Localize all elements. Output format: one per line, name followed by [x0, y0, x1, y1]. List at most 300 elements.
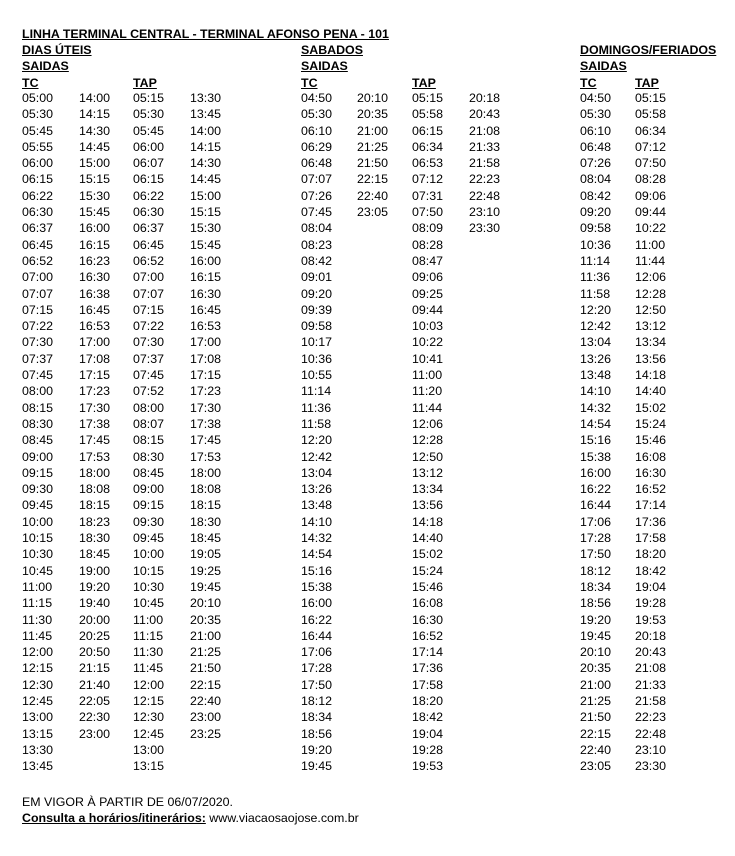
departure-time: 18:42: [412, 710, 444, 725]
website-link[interactable]: www.viacaosaojose.com.br: [209, 811, 359, 825]
departure-time: 18:56: [580, 596, 612, 611]
departure-time: 16:30: [412, 612, 444, 627]
departure-time: 06:52: [22, 253, 54, 268]
departure-time: 20:35: [580, 661, 612, 676]
departure-time: 07:15: [22, 302, 54, 317]
departure-time: 18:12: [301, 693, 333, 708]
departure-time: 08:30: [22, 416, 54, 431]
departure-time: 17:06: [580, 514, 612, 529]
departure-time: 10:17: [301, 335, 333, 350]
departure-time: 19:20: [580, 612, 612, 627]
departure-time: 05:15: [635, 91, 667, 105]
departure-time: 19:20: [79, 579, 111, 594]
departure-time: 09:15: [133, 498, 165, 513]
departure-time: 13:15: [22, 726, 54, 741]
departure-time: 22:15: [580, 726, 612, 741]
departure-time: 16:30: [635, 465, 667, 480]
departure-time: 11:14: [580, 253, 611, 268]
departure-time: 18:45: [190, 531, 222, 546]
departure-time: 23:00: [79, 726, 111, 741]
departure-time: 22:30: [79, 710, 111, 725]
departure-time: 16:23: [79, 253, 111, 268]
departure-time: 22:40: [357, 188, 389, 203]
departure-time: 08:00: [22, 384, 54, 399]
departure-time: 17:36: [412, 661, 444, 676]
departure-time: 16:00: [79, 221, 111, 236]
departure-time: 11:45: [22, 628, 53, 643]
departure-time: 16:45: [79, 302, 111, 317]
departure-time: 16:15: [79, 237, 111, 252]
departure-time: 12:45: [133, 726, 165, 741]
departure-time: 06:30: [133, 205, 165, 220]
departure-time: 17:45: [79, 433, 111, 448]
departure-time: 19:00: [79, 563, 111, 578]
departure-time: 14:10: [301, 514, 333, 529]
departure-time: 07:50: [635, 156, 667, 171]
section-heading-saturdays: SABADOS: [301, 43, 363, 57]
departure-time: 18:12: [580, 563, 612, 578]
departure-time: 13:12: [412, 465, 444, 480]
departure-time: 06:10: [580, 123, 612, 138]
departure-time: 07:37: [133, 351, 165, 366]
departure-time: 20:50: [79, 645, 111, 660]
departure-time: 13:45: [22, 759, 54, 774]
departure-time: 21:50: [190, 661, 222, 676]
departure-time: 13:04: [580, 335, 612, 350]
departure-time: 13:15: [133, 759, 165, 774]
departure-time: 15:00: [79, 156, 111, 171]
departure-time: 22:23: [469, 172, 501, 187]
departure-time: 19:28: [635, 596, 667, 611]
departure-time: 15:15: [79, 172, 111, 187]
departure-time: 05:30: [133, 107, 165, 122]
departure-time: 16:44: [580, 498, 612, 513]
departure-time: 12:28: [635, 286, 667, 301]
departure-time: 22:15: [190, 677, 222, 692]
departure-time: 08:47: [412, 253, 444, 268]
departure-time: 18:15: [79, 498, 111, 513]
departure-time: 09:44: [412, 302, 444, 317]
departure-time: 07:15: [133, 302, 165, 317]
departure-time: 16:00: [580, 465, 612, 480]
departure-time: 14:54: [301, 547, 333, 562]
departure-time: 17:30: [190, 400, 222, 415]
time-column-tap: [412, 90, 443, 774]
departure-time: 10:30: [133, 579, 165, 594]
departure-time: 08:42: [301, 253, 333, 268]
departure-time: 19:45: [301, 759, 333, 774]
consult-line: [22, 810, 359, 826]
departure-time: 18:20: [635, 547, 667, 562]
column-header-tc: TC: [301, 76, 318, 90]
departure-time: 11:00: [412, 368, 443, 383]
departure-time: 05:30: [22, 107, 54, 122]
departure-time: 08:45: [22, 433, 54, 448]
departure-time: 09:15: [22, 465, 54, 480]
departure-time: 10:15: [22, 531, 54, 546]
departure-time: 09:06: [412, 270, 444, 285]
departure-time: 04:50: [301, 91, 333, 105]
departure-time: 23:30: [469, 221, 501, 236]
time-column-tc: [79, 90, 110, 742]
departure-time: 16:44: [301, 628, 333, 643]
departure-time: 17:58: [412, 677, 444, 692]
departure-time: 20:10: [190, 596, 222, 611]
departure-time: 15:46: [635, 433, 667, 448]
departure-time: 12:20: [580, 302, 612, 317]
departure-time: 14:10: [580, 384, 612, 399]
departure-time: 22:48: [635, 726, 667, 741]
departure-time: 17:00: [79, 335, 111, 350]
departure-time: 09:01: [301, 270, 333, 285]
departure-time: 17:15: [190, 368, 222, 383]
departure-time: 07:12: [635, 139, 667, 154]
time-column-tap: [469, 90, 500, 237]
departure-time: 22:40: [580, 742, 612, 757]
departure-time: 11:44: [412, 400, 443, 415]
departure-time: 17:53: [79, 449, 111, 464]
departure-time: 06:22: [22, 188, 54, 203]
departure-time: 21:25: [580, 693, 612, 708]
departure-time: 08:15: [133, 433, 165, 448]
departure-time: 11:36: [301, 400, 332, 415]
departure-time: 22:23: [635, 710, 667, 725]
departure-time: 13:26: [301, 482, 333, 497]
departure-time: 05:58: [635, 107, 667, 122]
departure-time: 07:22: [133, 319, 165, 334]
column-header-tap: TAP: [635, 76, 659, 90]
departure-time: 17:50: [580, 547, 612, 562]
departure-time: 08:28: [635, 172, 667, 187]
departure-time: 23:10: [469, 205, 501, 220]
departure-time: 10:22: [635, 221, 667, 236]
departure-time: 08:09: [412, 221, 444, 236]
departure-time: 13:12: [635, 319, 667, 334]
departure-time: 09:58: [580, 221, 612, 236]
section-label-sundays-holidays: SAIDAS: [580, 59, 627, 73]
departure-time: 09:20: [580, 205, 612, 220]
departure-time: 17:50: [301, 677, 333, 692]
departure-time: 19:05: [190, 547, 222, 562]
departure-time: 13:48: [301, 498, 333, 513]
departure-time: 07:37: [22, 351, 54, 366]
departure-time: 06:07: [133, 156, 165, 171]
column-header-tc: TC: [580, 76, 597, 90]
departure-time: 22:15: [357, 172, 389, 187]
departure-time: 21:08: [635, 661, 667, 676]
departure-time: 13:00: [133, 742, 165, 757]
departure-time: 21:33: [635, 677, 667, 692]
departure-time: 10:22: [412, 335, 444, 350]
departure-time: 08:15: [22, 400, 54, 415]
departure-time: 18:34: [580, 579, 612, 594]
departure-time: 22:40: [190, 693, 222, 708]
validity-note: EM VIGOR À PARTIR DE 06/07/2020.: [22, 795, 233, 809]
departure-time: 11:44: [635, 253, 666, 268]
departure-time: 11:15: [22, 596, 53, 611]
departure-time: 15:24: [635, 416, 667, 431]
column-header-tap: TAP: [412, 76, 436, 90]
departure-time: 19:20: [301, 742, 333, 757]
departure-time: 18:08: [79, 482, 111, 497]
section-heading-weekdays: DIAS ÚTEIS: [22, 43, 92, 57]
departure-time: 17:14: [412, 645, 444, 660]
departure-time: 18:15: [190, 498, 222, 513]
departure-time: 11:00: [22, 579, 53, 594]
departure-time: 12:15: [22, 661, 54, 676]
departure-time: 17:28: [580, 531, 612, 546]
departure-time: 17:58: [635, 531, 667, 546]
departure-time: 15:02: [635, 400, 667, 415]
departure-time: 20:35: [190, 612, 222, 627]
departure-time: 13:48: [580, 368, 612, 383]
departure-time: 09:25: [412, 286, 444, 301]
departure-time: 06:15: [22, 172, 54, 187]
departure-time: 23:30: [635, 759, 667, 774]
departure-time: 13:00: [22, 710, 54, 725]
departure-time: 13:56: [412, 498, 444, 513]
departure-time: 18:23: [79, 514, 111, 529]
departure-time: 12:06: [635, 270, 667, 285]
departure-time: 13:30: [190, 91, 222, 105]
departure-time: 20:18: [635, 628, 667, 643]
departure-time: 15:00: [190, 188, 222, 203]
departure-time: 08:04: [580, 172, 612, 187]
document-title: LINHA TERMINAL CENTRAL - TERMINAL AFONSO PENA - 101: [22, 27, 389, 41]
departure-time: 11:14: [301, 384, 332, 399]
section-heading-sundays-holidays: DOMINGOS/FERIADOS: [580, 43, 717, 57]
departure-time: 10:00: [133, 547, 165, 562]
departure-time: 13:56: [635, 351, 667, 366]
departure-time: 07:30: [22, 335, 54, 350]
departure-time: 05:45: [22, 123, 54, 138]
departure-time: 12:00: [133, 677, 165, 692]
departure-time: 14:32: [301, 531, 333, 546]
departure-time: 14:45: [190, 172, 222, 187]
departure-time: 09:20: [301, 286, 333, 301]
departure-time: 14:00: [79, 91, 111, 105]
departure-time: 06:10: [301, 123, 333, 138]
departure-time: 21:00: [580, 677, 612, 692]
departure-time: 23:25: [190, 726, 222, 741]
departure-time: 06:52: [133, 253, 165, 268]
departure-time: 16:53: [79, 319, 111, 334]
departure-time: 19:45: [190, 579, 222, 594]
departure-time: 06:37: [133, 221, 165, 236]
departure-time: 16:00: [301, 596, 333, 611]
departure-time: 19:25: [190, 563, 222, 578]
departure-time: 10:45: [22, 563, 54, 578]
departure-time: 05:45: [133, 123, 165, 138]
departure-time: 05:15: [412, 91, 444, 105]
departure-time: 12:06: [412, 416, 444, 431]
departure-time: 16:53: [190, 319, 222, 334]
departure-time: 05:58: [412, 107, 444, 122]
departure-time: 12:42: [301, 449, 333, 464]
departure-time: 17:23: [190, 384, 222, 399]
departure-time: 09:58: [301, 319, 333, 334]
departure-time: 21:58: [635, 693, 667, 708]
departure-time: 15:02: [412, 547, 444, 562]
departure-time: 07:50: [412, 205, 444, 220]
departure-time: 08:23: [301, 237, 333, 252]
departure-time: 06:48: [580, 139, 612, 154]
departure-time: 07:00: [133, 270, 165, 285]
departure-time: 06:37: [22, 221, 54, 236]
departure-time: 13:04: [301, 465, 333, 480]
departure-time: 06:00: [22, 156, 54, 171]
departure-time: 15:24: [412, 563, 444, 578]
departure-time: 06:22: [133, 188, 165, 203]
departure-time: 15:38: [580, 449, 612, 464]
departure-time: 20:43: [635, 645, 667, 660]
departure-time: 12:50: [635, 302, 667, 317]
departure-time: 23:10: [635, 742, 667, 757]
departure-time: 18:20: [412, 693, 444, 708]
departure-time: 16:15: [190, 270, 222, 285]
departure-time: 10:55: [301, 368, 333, 383]
departure-time: 15:45: [190, 237, 222, 252]
departure-time: 21:25: [190, 645, 222, 660]
departure-time: 10:41: [412, 351, 444, 366]
departure-time: 16:30: [190, 286, 222, 301]
departure-time: 08:42: [580, 188, 612, 203]
departure-time: 14:45: [79, 139, 111, 154]
departure-time: 10:36: [301, 351, 333, 366]
departure-time: 09:06: [635, 188, 667, 203]
departure-time: 06:48: [301, 156, 333, 171]
departure-time: 16:52: [412, 628, 444, 643]
departure-time: 06:29: [301, 139, 333, 154]
departure-time: 23:00: [190, 710, 222, 725]
departure-time: 17:36: [635, 514, 667, 529]
departure-time: 20:35: [357, 107, 389, 122]
departure-time: 15:16: [301, 563, 333, 578]
departure-time: 12:30: [22, 677, 54, 692]
departure-time: 05:30: [301, 107, 333, 122]
departure-time: 10:15: [133, 563, 165, 578]
departure-time: 14:18: [635, 368, 667, 383]
departure-time: 23:05: [580, 759, 612, 774]
departure-time: 19:04: [412, 726, 444, 741]
departure-time: 12:28: [412, 433, 444, 448]
departure-time: 11:58: [580, 286, 611, 301]
time-column-tc: [22, 90, 53, 774]
departure-time: 10:36: [580, 237, 612, 252]
departure-time: 07:07: [133, 286, 165, 301]
departure-time: 18:30: [79, 531, 111, 546]
departure-time: 07:45: [301, 205, 333, 220]
departure-time: 14:54: [580, 416, 612, 431]
departure-time: 16:00: [190, 253, 222, 268]
departure-time: 13:30: [22, 742, 54, 757]
departure-time: 14:40: [412, 531, 444, 546]
departure-time: 21:58: [469, 156, 501, 171]
departure-time: 11:20: [412, 384, 443, 399]
departure-time: 15:38: [301, 579, 333, 594]
departure-time: 13:45: [190, 107, 222, 122]
departure-time: 22:05: [79, 693, 111, 708]
departure-time: 07:31: [412, 188, 444, 203]
departure-time: 12:20: [301, 433, 333, 448]
departure-time: 17:38: [79, 416, 111, 431]
departure-time: 14:32: [580, 400, 612, 415]
departure-time: 11:15: [133, 628, 164, 643]
departure-time: 06:45: [133, 237, 165, 252]
departure-time: 18:34: [301, 710, 333, 725]
departure-time: 07:45: [133, 368, 165, 383]
departure-time: 07:30: [133, 335, 165, 350]
departure-time: 07:22: [22, 319, 54, 334]
departure-time: 21:08: [469, 123, 501, 138]
departure-time: 17:06: [301, 645, 333, 660]
departure-time: 21:00: [190, 628, 222, 643]
departure-time: 11:58: [301, 416, 332, 431]
departure-time: 05:00: [22, 91, 54, 105]
departure-time: 08:07: [133, 416, 165, 431]
departure-time: 16:52: [635, 482, 667, 497]
departure-time: 07:12: [412, 172, 444, 187]
departure-time: 21:25: [357, 139, 389, 154]
departure-time: 04:50: [580, 91, 612, 105]
departure-time: 11:30: [22, 612, 53, 627]
consult-label: Consulta a horários/itinerários:: [22, 811, 206, 825]
departure-time: 16:08: [412, 596, 444, 611]
departure-time: 19:28: [412, 742, 444, 757]
departure-time: 19:04: [635, 579, 667, 594]
departure-time: 10:30: [22, 547, 54, 562]
departure-time: 16:22: [580, 482, 612, 497]
departure-time: 17:30: [79, 400, 111, 415]
departure-time: 21:50: [357, 156, 389, 171]
departure-time: 20:18: [469, 91, 501, 105]
departure-time: 12:42: [580, 319, 612, 334]
departure-time: 19:53: [635, 612, 667, 627]
departure-time: 11:00: [133, 612, 164, 627]
departure-time: 21:50: [580, 710, 612, 725]
departure-time: 17:08: [190, 351, 222, 366]
departure-time: 21:00: [357, 123, 389, 138]
departure-time: 05:55: [22, 139, 54, 154]
departure-time: 07:00: [22, 270, 54, 285]
departure-time: 08:45: [133, 465, 165, 480]
column-header-tap: TAP: [133, 76, 157, 90]
departure-time: 10:00: [22, 514, 54, 529]
departure-time: 21:40: [79, 677, 111, 692]
departure-time: 18:30: [190, 514, 222, 529]
departure-time: 05:30: [580, 107, 612, 122]
departure-time: 12:45: [22, 693, 54, 708]
departure-time: 08:04: [301, 221, 333, 236]
departure-time: 14:30: [190, 156, 222, 171]
departure-time: 20:10: [580, 645, 612, 660]
departure-time: 16:30: [79, 270, 111, 285]
departure-time: 05:15: [133, 91, 165, 105]
departure-time: 12:15: [133, 693, 165, 708]
section-label-weekdays: SAIDAS: [22, 59, 69, 73]
departure-time: 12:00: [22, 645, 54, 660]
departure-time: 18:56: [301, 726, 333, 741]
departure-time: 10:03: [412, 319, 444, 334]
departure-time: 17:45: [190, 433, 222, 448]
departure-time: 14:15: [190, 139, 222, 154]
departure-time: 19:40: [79, 596, 111, 611]
departure-time: 11:36: [580, 270, 611, 285]
section-label-saturdays: SAIDAS: [301, 59, 348, 73]
departure-time: 06:34: [412, 139, 444, 154]
departure-time: 13:26: [580, 351, 612, 366]
departure-time: 15:16: [580, 433, 612, 448]
